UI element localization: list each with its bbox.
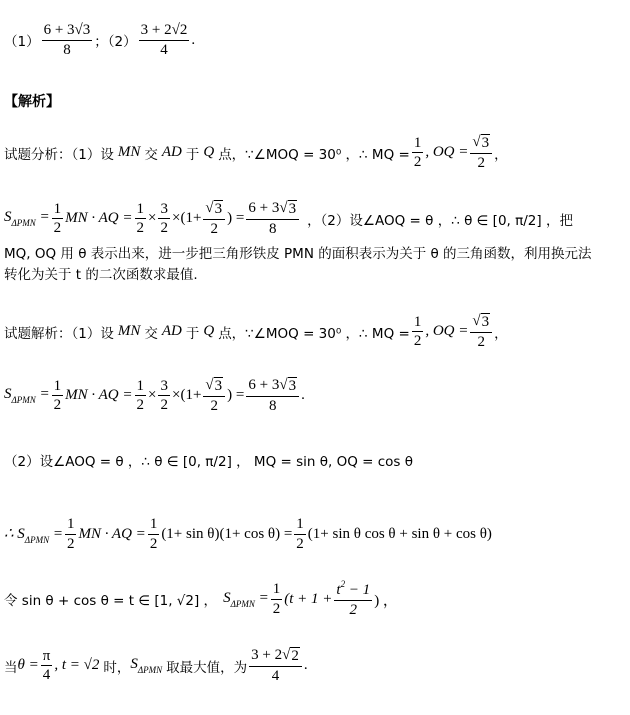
analysis-line-1: 试题分析：（1）设 MN 交 AD 于 Q 点，∵∠MOQ = 30⁰ ，∴ MQ = $\frac{1}{2}$ , OQ = √ 3 2 ，: [4, 134, 508, 171]
analysis-yu: 于: [185, 146, 200, 163]
analysis-oq-text: , OQ =: [425, 144, 469, 160]
analysis-q: Q: [203, 144, 215, 160]
analysis-line-5: 转化为关于 t 的二次函数求最值.: [4, 267, 198, 283]
substitution-prefix: 令 sin θ + cos θ = t ∈ [1, √2] ，: [4, 593, 218, 609]
solution-area-line: $S_{\Delta PMN}$ = $\frac{1}{2}$ MN · AQ = $\frac{1}{2}$ × $\frac{3}{2}$ ×(1+ √ 3 2 ) = 6 + 3√ 3 8 .: [4, 377, 305, 414]
answer-separator: ；（2）: [94, 34, 137, 50]
solution-part2-line: [4, 450, 413, 470]
final-take: 取最大值，为: [166, 659, 248, 676]
solution-part2: （2）设∠AOQ = θ ，∴ θ ∈ [0, π/2] ， MQ = sin θ, OQ = cos θ: [4, 454, 413, 470]
solution-label: 试题解析：（1）设: [4, 325, 114, 342]
analysis-heading: 【解析】: [4, 94, 60, 110]
area-symbol: $S_{\Delta PMN}$ =: [4, 209, 50, 228]
answer-part1-label: （1）: [4, 34, 40, 50]
analysis-ad: AD: [161, 144, 182, 160]
final-prefix: 当: [4, 659, 18, 676]
solution-expansion-line: ∴ $S_{\Delta PMN}$ = $\frac{1}{2}$ MN · AQ = $\frac{1}{2}$ (1+ sin θ)(1+ cos θ) = $\frac{1}{2}$ (1+ sin θ cos θ + sin θ + cos θ): [4, 516, 492, 552]
answer2-denominator: 4: [160, 41, 168, 58]
answer2-numerator: 3 + 2√2: [139, 22, 190, 41]
answer1-numerator: 6 + 3√3: [42, 22, 93, 41]
answer1-denominator: 8: [63, 41, 71, 58]
analysis-jiao: 交: [144, 146, 158, 163]
analysis-line-4: MQ, OQ 用 θ 表示出来，进一步把三角形铁皮 PMN 的面积表示为关于 θ 的三角函数，利用换元法: [4, 246, 592, 262]
solution-line-1: 试题解析：（1）设 MN 交 AD 于 Q 点，∵∠MOQ = 30⁰ ，∴ MQ = $\frac{1}{2}$ , OQ = √ 3 2 ，: [4, 313, 508, 350]
solution-substitution-line: 令 sin θ + cos θ = t ∈ [1, √2] ， $S_{\Delta PMN}$ = $\frac{1}{2}$ (t + 1 + $\frac{t^2 - 1}{2}$ ) ，: [4, 579, 398, 618]
analysis-mn: MN: [117, 144, 141, 160]
analysis-part2-text: ，（2）设∠AOQ = θ ，∴ θ ∈ [0, π/2] ，把: [307, 212, 573, 229]
solution-final-line: 当 θ = $\frac{\pi}{4}$ , t = √2 时， $S_{\Delta PMN}$ 取最大值，为 3 + 2√ 2 4 .: [4, 647, 308, 684]
answer-fraction-2: [139, 22, 190, 58]
answer-end: .: [191, 31, 196, 48]
final-mid: 时，: [103, 659, 131, 676]
analysis-label: 试题分析：（1）设: [4, 146, 114, 163]
analysis-angle-text: 点，∵∠MOQ = 30⁰ ，∴ MQ =: [218, 146, 410, 163]
answer-fraction-1: [42, 22, 93, 58]
analysis-area-line: $S_{\Delta PMN}$ = $\frac{1}{2}$ MN · AQ = $\frac{1}{2}$ × $\frac{3}{2}$ ×(1+ √ 3 2 ) = 6 + 3√ 3 8 ，（2）设∠AOQ = θ ，∴ θ ∈ [0, π/2] ，把: [4, 200, 573, 237]
analysis-oq-fraction: √ 3 2: [470, 134, 492, 171]
analysis-mq-fraction: $\frac{1}{2}$: [413, 134, 422, 170]
answer-line: [4, 22, 195, 58]
